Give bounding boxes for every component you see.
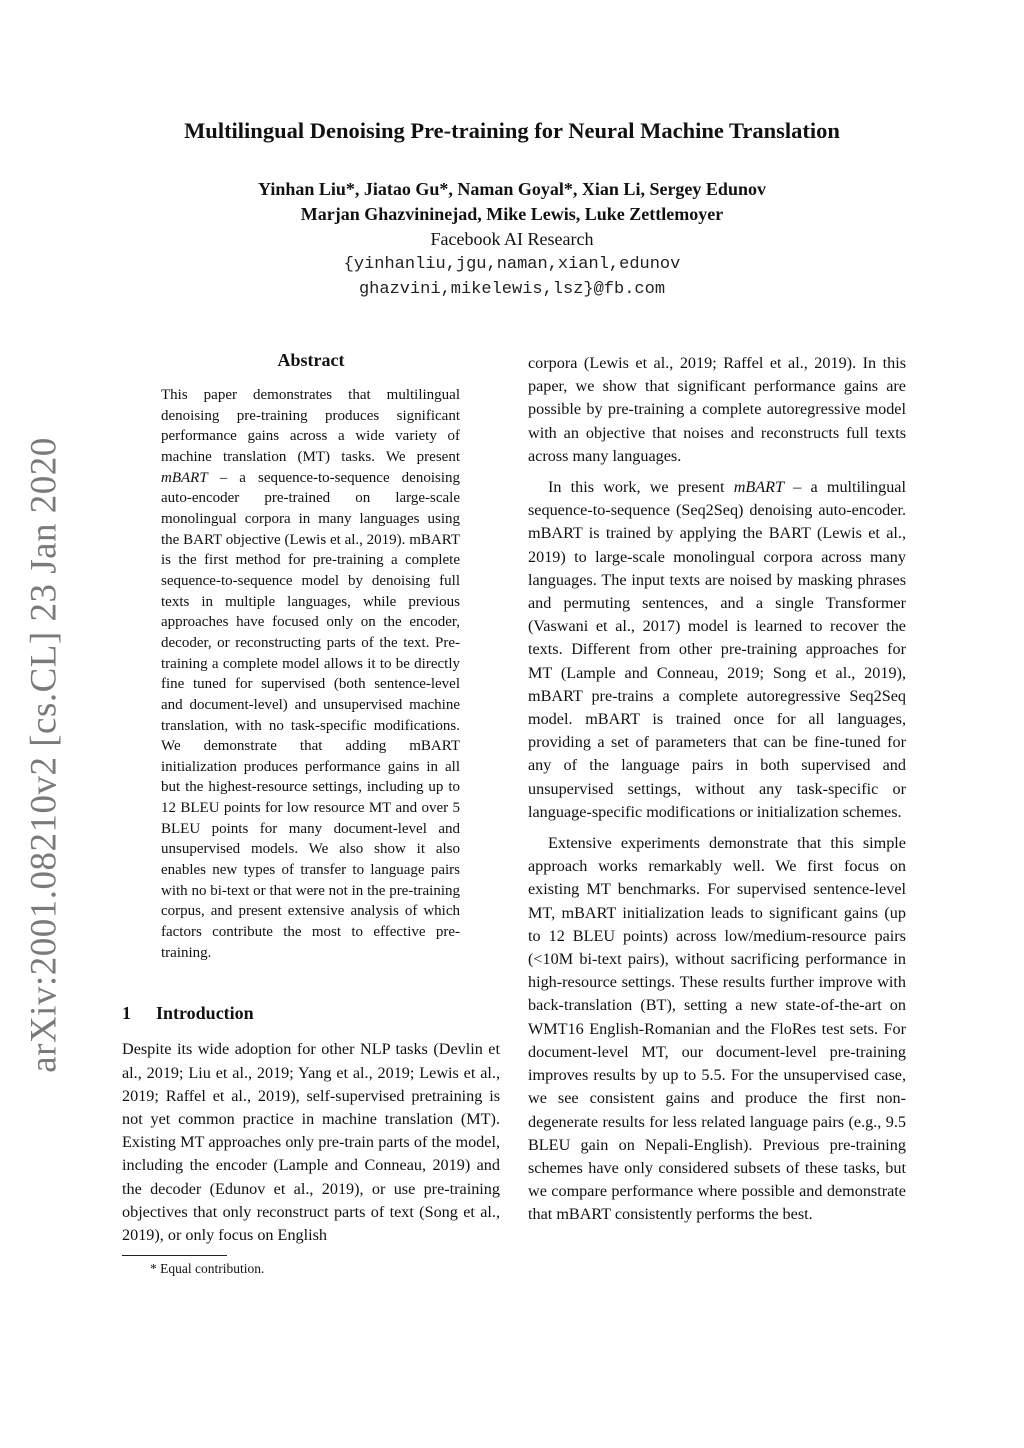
email-line-2: ghazvini,mikelewis,lsz}@fb.com — [358, 280, 666, 299]
email-line-1: {yinhanliu,jgu,naman,xianl,edunov — [343, 255, 681, 274]
abstract-part-2: – a sequence-to-sequence denoising auto-encoder pre-trained on large-scale monolingual corpora in many languages using the BART objective (Lewis et al., 2019). mBART is the first method for pre-training a complete sequence-to-sequence model by denoising full texts in multiple languages, while previous approaches have focused only on the encoder, decoder, or reconstructing parts of the text. Pre-training a complete model allows it to be directly fine tuned for supervised (both sentence-level and document-level) and unsupervised machine translation, with no task-specific modifications. We demonstrate that adding mBART initialization produces performance gains in all but the highest-resource settings, including up to 12 BLEU points for low resource MT and over 5 BLEU points for many document-level and unsupervised models. We also show it also enables new types of transfer to language pairs with no bi-text or that were not in the pre-training corpus, and present extensive analysis of which factors contribute the most to effective pre-training. — [161, 469, 460, 961]
section-title: Introduction — [156, 1003, 254, 1024]
section-heading-introduction — [122, 1003, 500, 1024]
left-column — [122, 350, 500, 1278]
abstract-part-1: This paper demonstrates that multilingual denoising pre-training produces significant performance gains across a wide variety of machine translation (MT) tasks. We present — [161, 387, 460, 465]
intro-paragraph-2-a: In this work, we present — [548, 478, 734, 497]
intro-paragraph-2 — [528, 476, 906, 824]
affiliation: Facebook AI Research — [430, 229, 594, 249]
abstract-text — [161, 385, 460, 963]
intro-paragraph-1: Despite its wide adoption for other NLP tasks (Devlin et al., 2019; Liu et al., 2019; Yang et al., 2019; Lewis et al., 2019; Raffel et al., 2019), self-supervised pretraining is not yet common practice in machine translation (MT). Existing MT approaches only pre-train parts of the model, including the encoder (Lample and Conneau, 2019) and the decoder (Edunov et al., 2019), or use pre-training objectives that only reconstruct parts of text (Song et al., 2019), or only focus on English — [122, 1040, 500, 1244]
arxiv-identifier: arXiv:2001.08210v2 [cs.CL] 23 Jan 2020 — [23, 437, 65, 1073]
intro-paragraph-2-mbart: mBART — [733, 478, 785, 497]
footnote: * Equal contribution. — [150, 1261, 265, 1277]
author-line-2: Marjan Ghazvininejad, Mike Lewis, Luke Zettlemoyer — [300, 204, 724, 224]
abstract-heading: Abstract — [277, 350, 345, 370]
intro-paragraph-2-b: – a multilingual sequence-to-sequence (Seq2Seq) denoising auto-encoder. mBART is trained by applying the BART (Lewis et al., 2019) to large-scale monolingual corpora across many languages. The input texts are noised by masking phrases and permuting sentences, and a single Transformer (Vaswani et al., 2017) model is learned to recover the texts. Different from other pre-training approaches for MT (Lample and Conneau, 2019; Song et al., 2019), mBART pre-trains a complete autoregressive Seq2Seq model. mBART is trained once for all languages, providing a set of parameters that can be fine-tuned for any of the language pairs in both supervised and unsupervised settings, without any task-specific or language-specific modifications or initialization schemes. — [528, 478, 906, 821]
section-number: 1 — [122, 1003, 131, 1024]
paper-title: Multilingual Denoising Pre-training for Neural Machine Translation — [184, 118, 840, 143]
author-block — [0, 177, 1024, 302]
author-line-1: Yinhan Liu*, Jiatao Gu*, Naman Goyal*, Xian Li, Sergey Edunov — [258, 179, 766, 199]
abstract-mbart: mBART — [161, 469, 208, 486]
intro-paragraph-1-continued: corpora (Lewis et al., 2019; Raffel et al., 2019). In this paper, we show that significant performance gains are possible by pre-training a complete autoregressive model with an objective that noises and reconstructs full texts across many languages. — [528, 354, 906, 465]
intro-paragraph-3: Extensive experiments demonstrate that this simple approach works remarkably well. We first focus on existing MT benchmarks. For supervised sentence-level MT, mBART initialization leads to significant gains (up to 12 BLEU points) across low/medium-resource pairs (<10M bi-text pairs), without sacrificing performance in high-resource settings. These results further improve with back-translation (BT), setting a new state-of-the-art on WMT16 English-Romanian and the FloRes test sets. For document-level MT, our document-level pre-training improves results by up to 5.5. For the unsupervised case, we see consistent gains and produce the first non-degenerate results for less related language pairs (e.g., 9.5 BLEU gain on Nepali-English). Previous pre-training schemes have only considered subsets of these tasks, but we compare performance where possible and demonstrate that mBART consistently performs the best. — [528, 834, 906, 1224]
footnote-rule — [122, 1255, 227, 1256]
right-column — [528, 352, 906, 1227]
